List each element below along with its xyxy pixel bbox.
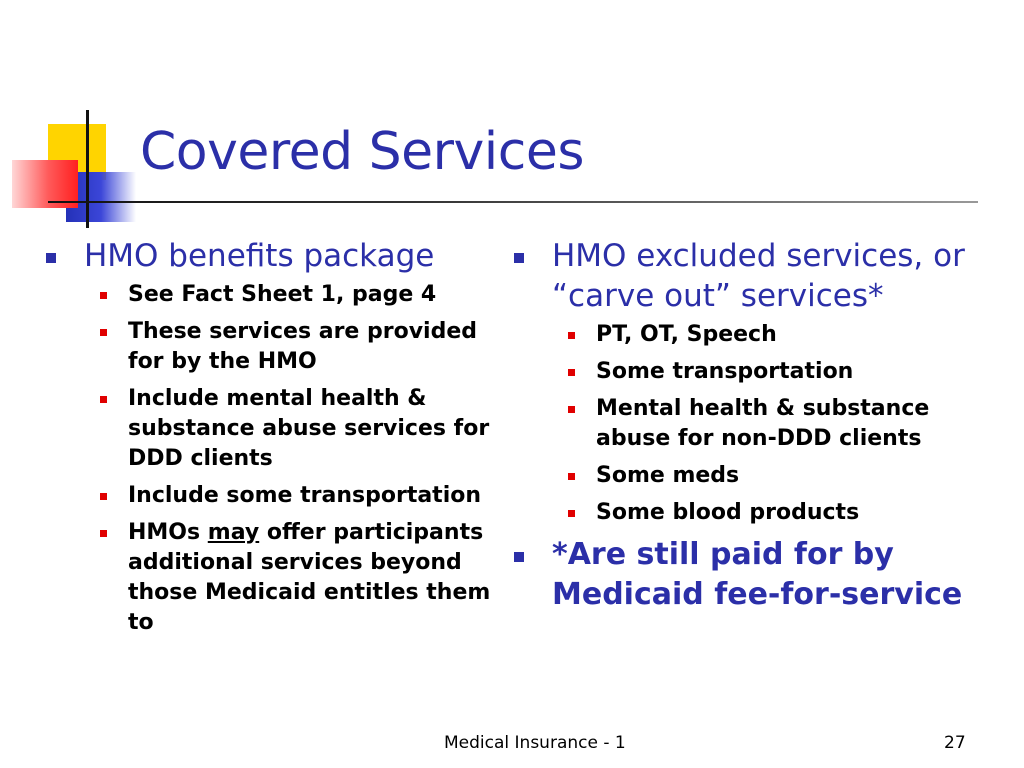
bullet-square-icon — [568, 369, 575, 376]
list-item — [84, 518, 504, 638]
list-item — [552, 320, 982, 350]
list-item-text: Include mental health & substance abuse services for DDD clients — [128, 386, 490, 471]
list-item — [84, 384, 504, 474]
list-item-text: PT, OT, Speech — [596, 322, 777, 347]
list-item-text: Some transportation — [596, 359, 854, 384]
bullet-square-icon — [514, 552, 524, 562]
list-item — [84, 481, 504, 511]
bullet-square-icon — [568, 510, 575, 517]
list-item-text: Mental health & substance abuse for non-DDD clients — [596, 396, 930, 451]
text-run: HMOs — [128, 520, 208, 545]
footer-text: Medical Insurance - 1 — [444, 733, 626, 753]
list-item — [552, 461, 982, 491]
right-level1-note — [512, 535, 982, 615]
list-item-text: Include some transportation — [128, 483, 482, 508]
list-item-text — [128, 520, 490, 635]
list-item — [552, 498, 982, 528]
title-underline — [48, 201, 978, 203]
right-sub-list — [552, 320, 982, 528]
bullet-square-icon — [100, 530, 107, 537]
bullet-square-icon — [568, 332, 575, 339]
right-bullet-list — [512, 236, 982, 615]
left-sub-list — [84, 280, 504, 638]
list-item — [84, 280, 504, 310]
page-number: 27 — [944, 733, 966, 753]
slide-title: Covered Services — [140, 122, 584, 182]
list-item-text: Some blood products — [596, 500, 860, 525]
right-heading: HMO excluded services, or “carve out” services* — [552, 238, 965, 314]
list-item-text: These services are provided for by the HMO — [128, 319, 478, 374]
emphasis-underlined: may — [207, 520, 260, 545]
left-heading: HMO benefits package — [84, 238, 435, 274]
right-column — [512, 236, 982, 615]
text-run: offer participants additional services beyond those Medicaid entitles them to — [128, 520, 491, 635]
logo-vertical-line — [86, 110, 89, 228]
list-item-text: See Fact Sheet 1, page 4 — [128, 282, 437, 307]
bullet-square-icon — [100, 396, 107, 403]
bullet-square-icon — [100, 329, 107, 336]
list-item — [84, 317, 504, 377]
bullet-square-icon — [568, 406, 575, 413]
list-item — [552, 394, 982, 454]
list-item — [552, 357, 982, 387]
bullet-square-icon — [100, 493, 107, 500]
left-bullet-list — [44, 236, 504, 638]
left-column — [44, 236, 504, 645]
right-level1-item — [512, 236, 982, 528]
bullet-square-icon — [100, 292, 107, 299]
bullet-square-icon — [514, 253, 524, 263]
bullet-square-icon — [46, 253, 56, 263]
left-level1-item — [44, 236, 504, 638]
bullet-square-icon — [568, 473, 575, 480]
list-item-text: Some meds — [596, 463, 740, 488]
right-note: *Are still paid for by Medicaid fee-for-service — [552, 537, 963, 612]
